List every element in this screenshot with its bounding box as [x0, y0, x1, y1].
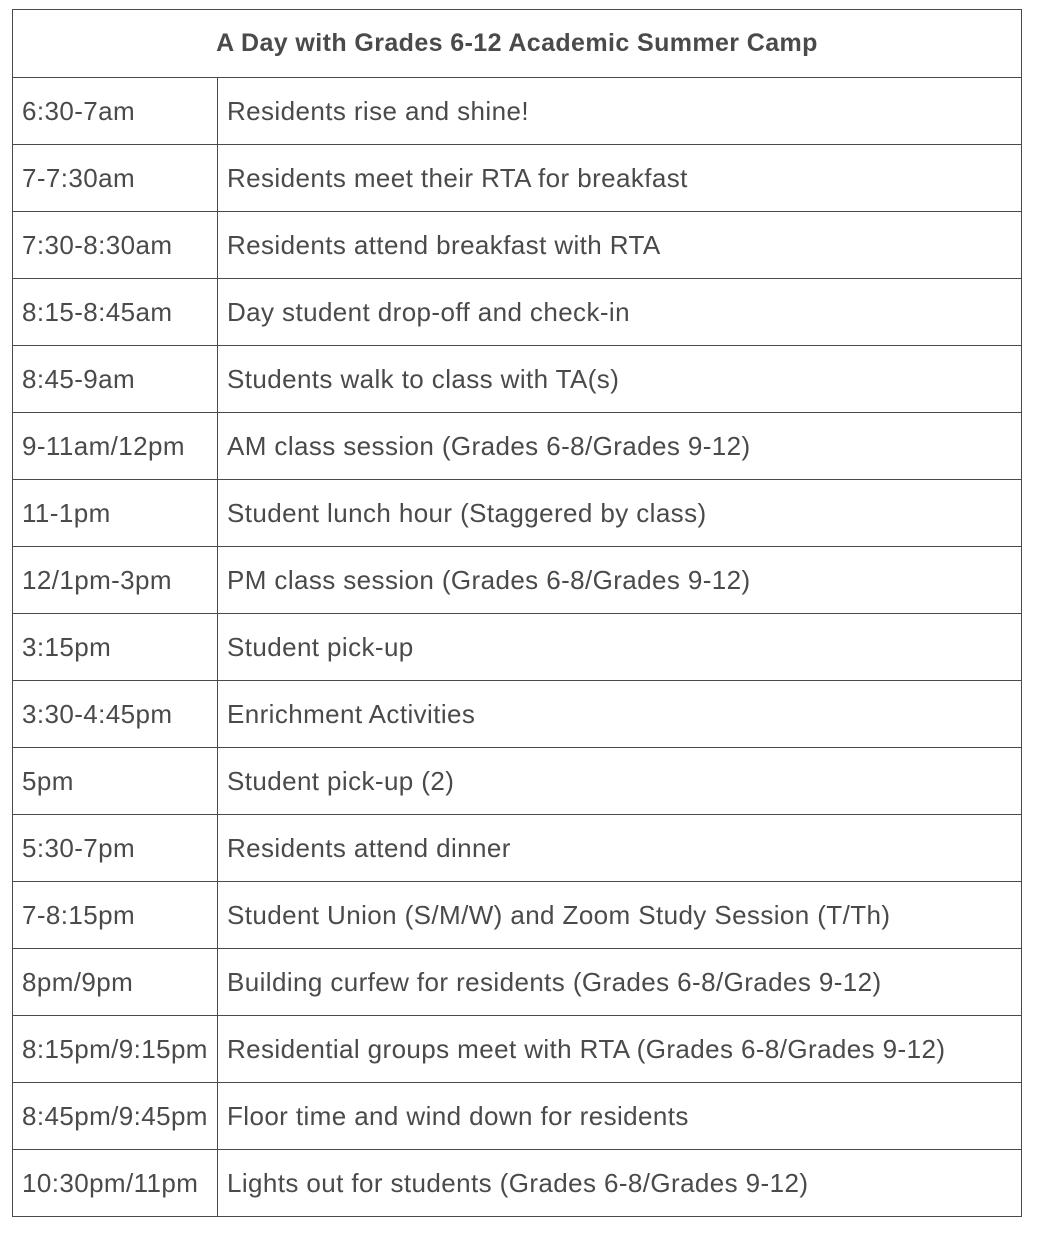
time-cell: 3:15pm [13, 614, 218, 681]
time-cell: 7:30-8:30am [13, 212, 218, 279]
table-row [13, 480, 1022, 547]
activity-cell: AM class session (Grades 6-8/Grades 9-12) [218, 413, 1022, 480]
activity-cell: Student pick-up (2) [218, 748, 1022, 815]
table-row [13, 614, 1022, 681]
table-row [13, 882, 1022, 949]
time-cell: 3:30-4:45pm [13, 681, 218, 748]
time-cell: 5pm [13, 748, 218, 815]
table-row [13, 748, 1022, 815]
table-row [13, 212, 1022, 279]
table-row [13, 681, 1022, 748]
activity-cell: PM class session (Grades 6-8/Grades 9-12) [218, 547, 1022, 614]
table-row [13, 1150, 1022, 1217]
table-row [13, 145, 1022, 212]
table-row [13, 413, 1022, 480]
activity-cell: Residents meet their RTA for breakfast [218, 145, 1022, 212]
time-cell: 9-11am/12pm [13, 413, 218, 480]
table-row [13, 949, 1022, 1016]
table-row [13, 1083, 1022, 1150]
time-cell: 8:45-9am [13, 346, 218, 413]
activity-cell: Student lunch hour (Staggered by class) [218, 480, 1022, 547]
table-title: A Day with Grades 6-12 Academic Summer Camp [13, 10, 1022, 78]
schedule-body [13, 78, 1022, 1217]
time-cell: 7-7:30am [13, 145, 218, 212]
time-cell: 12/1pm-3pm [13, 547, 218, 614]
schedule-table [12, 9, 1022, 1217]
time-cell: 8:15-8:45am [13, 279, 218, 346]
table-row [13, 346, 1022, 413]
activity-cell: Floor time and wind down for residents [218, 1083, 1022, 1150]
activity-cell: Building curfew for residents (Grades 6-8/Grades 9-12) [218, 949, 1022, 1016]
table-row [13, 1016, 1022, 1083]
table-header-row [13, 10, 1022, 78]
activity-cell: Residents rise and shine! [218, 78, 1022, 145]
table-row [13, 279, 1022, 346]
table-row [13, 547, 1022, 614]
time-cell: 11-1pm [13, 480, 218, 547]
activity-cell: Student Union (S/M/W) and Zoom Study Session (T/Th) [218, 882, 1022, 949]
time-cell: 6:30-7am [13, 78, 218, 145]
activity-cell: Enrichment Activities [218, 681, 1022, 748]
activity-cell: Day student drop-off and check-in [218, 279, 1022, 346]
activity-cell: Student pick-up [218, 614, 1022, 681]
activity-cell: Lights out for students (Grades 6-8/Grades 9-12) [218, 1150, 1022, 1217]
time-cell: 8pm/9pm [13, 949, 218, 1016]
time-cell: 8:45pm/9:45pm [13, 1083, 218, 1150]
activity-cell: Residential groups meet with RTA (Grades 6-8/Grades 9-12) [218, 1016, 1022, 1083]
table-row [13, 815, 1022, 882]
time-cell: 8:15pm/9:15pm [13, 1016, 218, 1083]
activity-cell: Students walk to class with TA(s) [218, 346, 1022, 413]
activity-cell: Residents attend dinner [218, 815, 1022, 882]
table-row [13, 78, 1022, 145]
activity-cell: Residents attend breakfast with RTA [218, 212, 1022, 279]
time-cell: 5:30-7pm [13, 815, 218, 882]
time-cell: 10:30pm/11pm [13, 1150, 218, 1217]
time-cell: 7-8:15pm [13, 882, 218, 949]
